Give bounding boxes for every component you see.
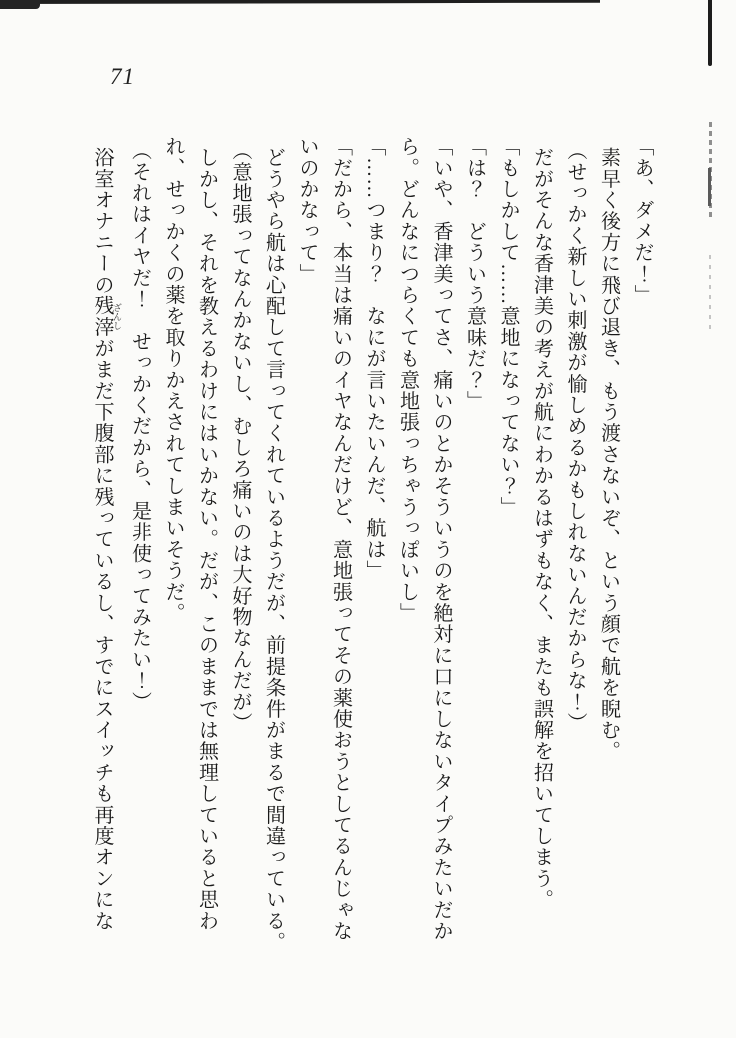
top-border-line xyxy=(0,0,600,4)
right-border-line-faint2 xyxy=(709,255,711,335)
text-line: 浴室オナニーの残滓 ざんしがまだ下腹部に残っているし、すでにスイッチも再度オンにな xyxy=(91,147,122,932)
page-number: 71 xyxy=(110,64,135,89)
text-line: いのかなって」 xyxy=(296,136,318,285)
text-line: れ、せっかくの薬を取りかえされてしまいそうだ。 xyxy=(162,136,184,624)
text-line: 「いや、香津美ってさ、痛いのとかそういうのを絶対に口にしないタイプみたいだか xyxy=(430,136,452,942)
text-line: どうやら航は心配して言ってくれているようだが、前提条件がまるで間違っている。 xyxy=(262,147,285,953)
ruby-annotated-word: 残滓 ざんし xyxy=(91,295,122,338)
right-border-ink-blob xyxy=(708,168,711,206)
text-line: 「あ、ダメだ！」 xyxy=(631,136,653,306)
text-line: （せっかく新しい刺激が愉しめるかもしれないんだからな！） xyxy=(564,140,586,734)
text-line: ら。どんなにつらくても意地張っちゃうっぽいし」 xyxy=(396,136,419,624)
text-line: しかし、それを教えるわけにはいかない。だが、このままでは無理していると思わ xyxy=(195,147,218,932)
text-line: 素早く後方に飛び退き、もう渡さないぞ、という顔で航を睨む。 xyxy=(597,147,620,762)
text-line: （それはイヤだ！ せっかくだから、是非使ってみたい！） xyxy=(128,140,151,713)
text-line: だがそんな香津美の考えが航にわかるはずもなく、またも誤解を招いてしまう。 xyxy=(530,147,553,911)
text-line: 「……つまり？ なにが言いたいんだ、航は」 xyxy=(363,136,385,582)
text-line: 「もしかして……意地になってない？」 xyxy=(497,136,519,518)
text-line: （意地張ってなんかないし、むしろ痛いのは大好物なんだが） xyxy=(229,140,251,734)
right-border-line xyxy=(708,0,712,66)
text-columns xyxy=(88,136,658,998)
text-line: 「は？ どういう意味だ？」 xyxy=(463,136,486,412)
text-line: 「だから、本当は痛いのイヤなんだけど、意地張ってその薬使おうとしてるんじゃな xyxy=(329,136,352,942)
top-border-ink-blob xyxy=(0,0,40,9)
